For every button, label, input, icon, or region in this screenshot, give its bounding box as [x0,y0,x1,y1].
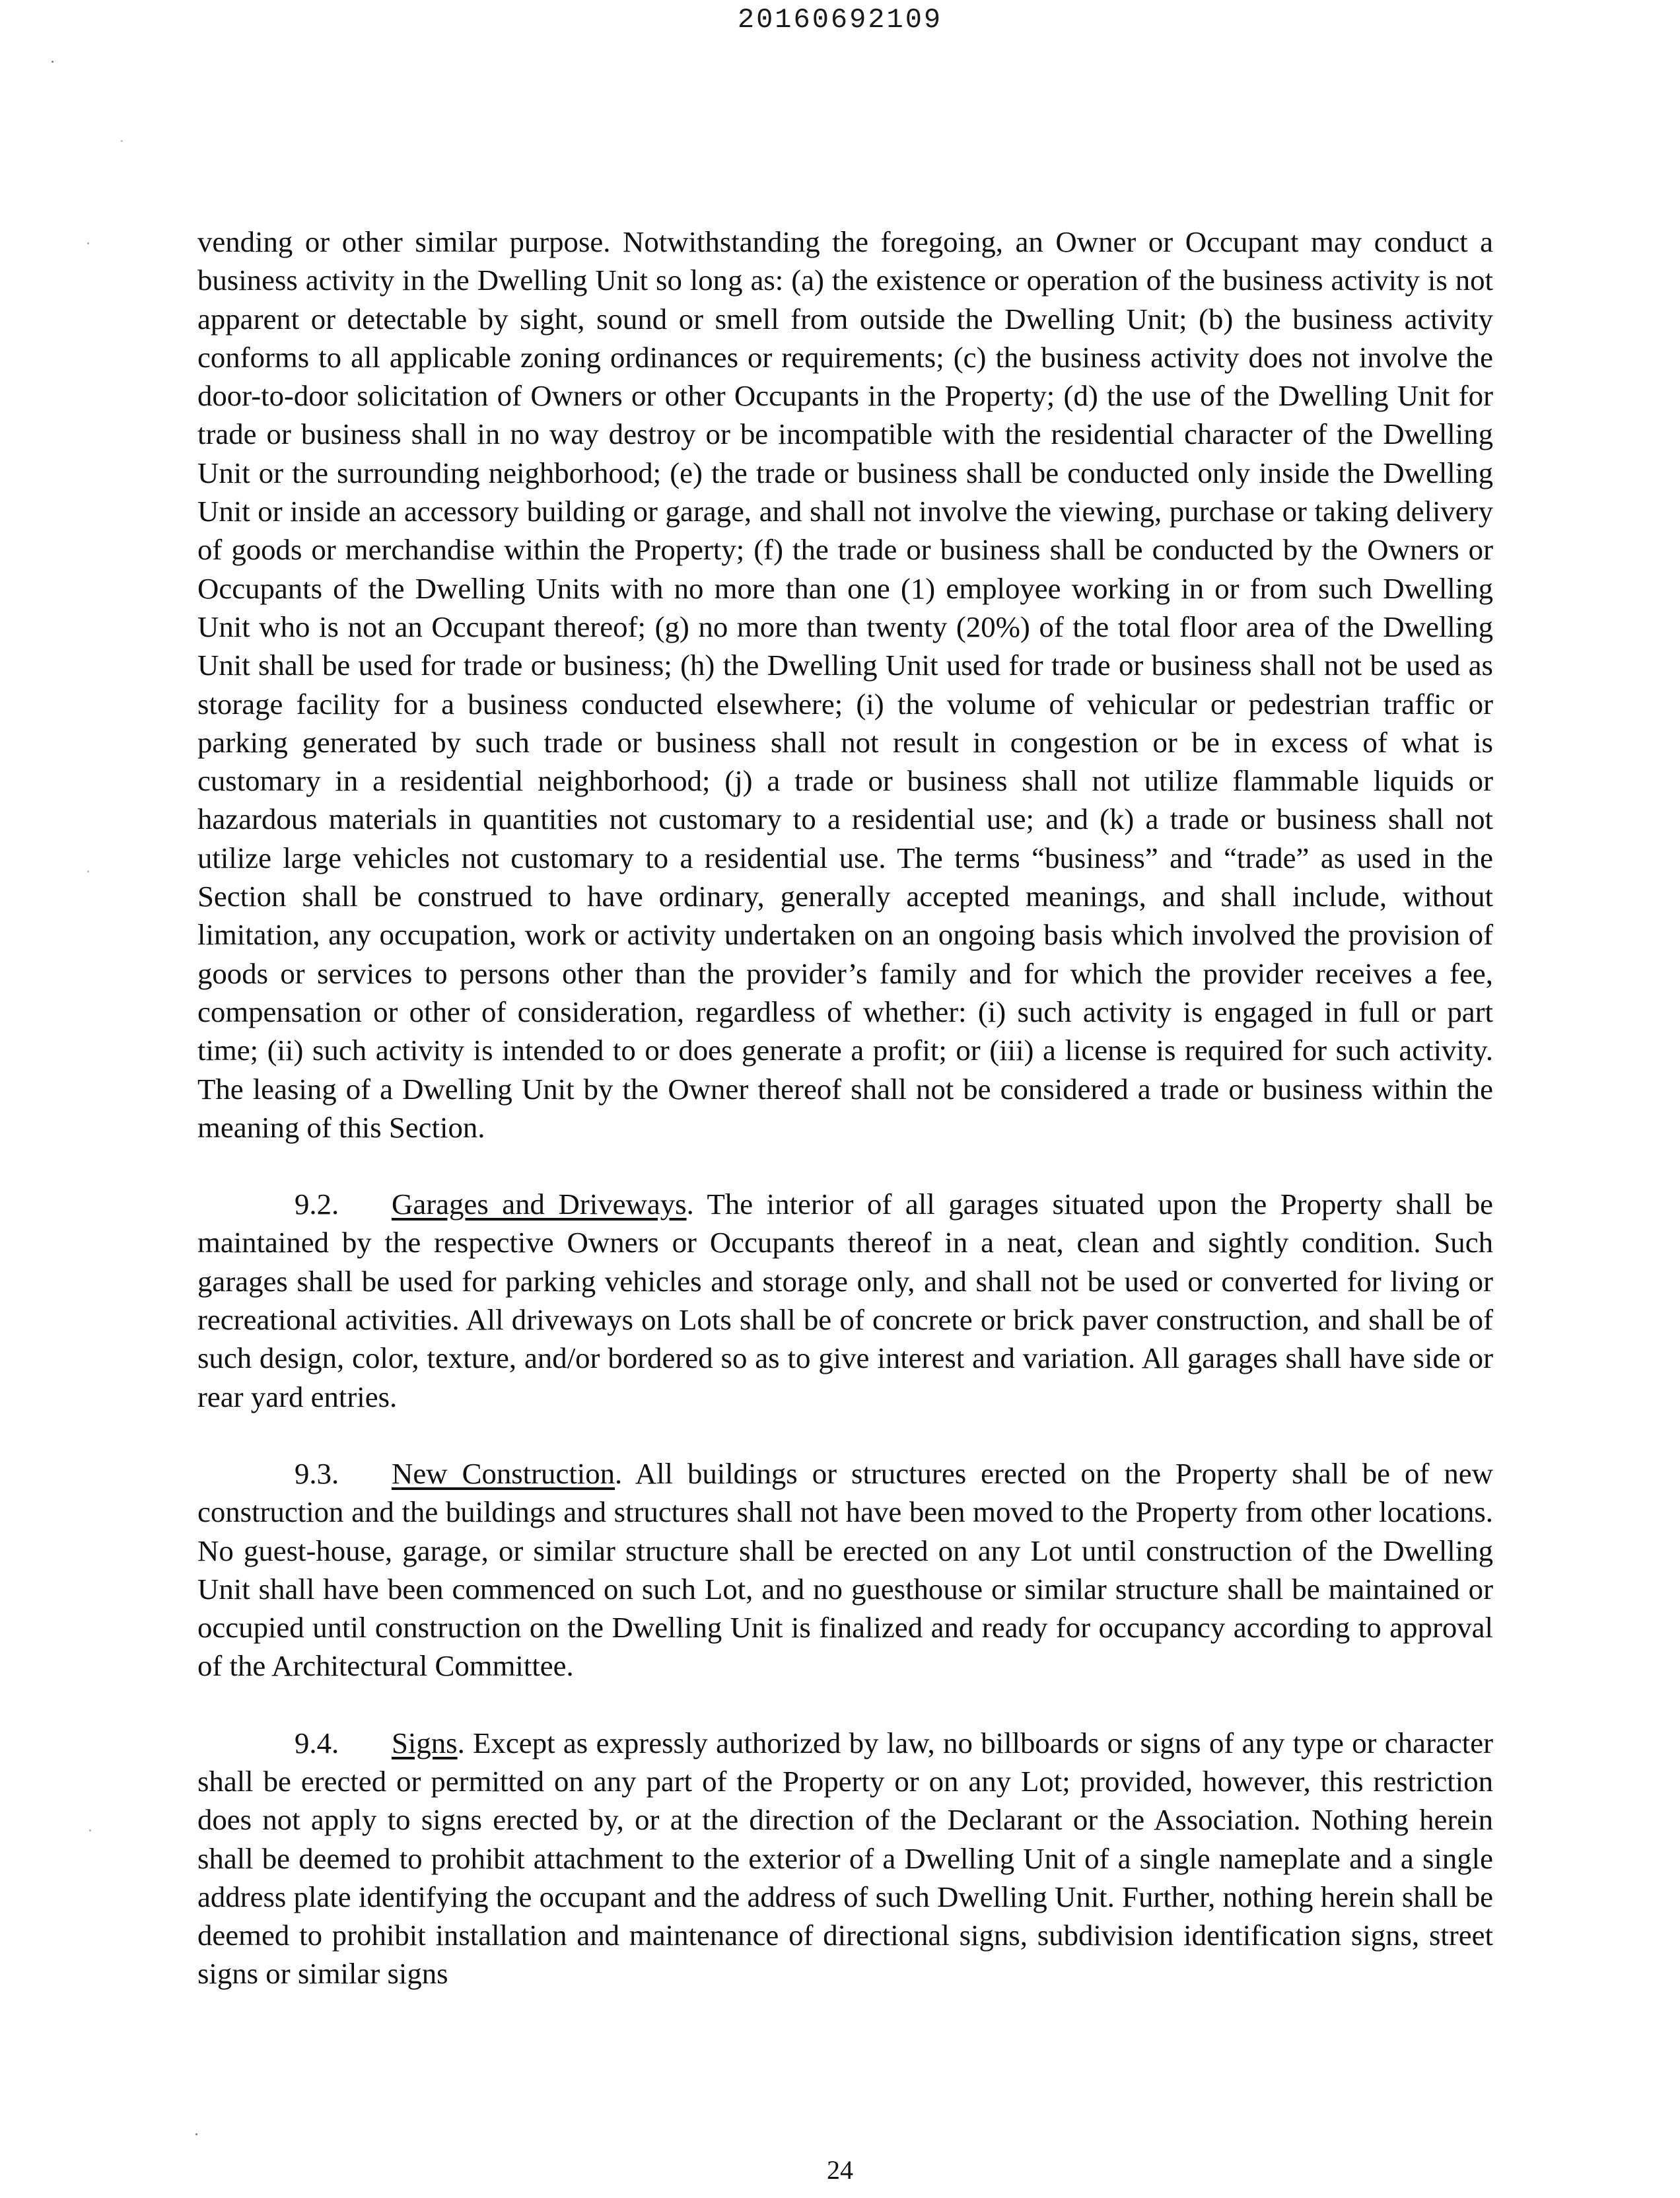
scan-speck [52,61,53,63]
section-text: . Except as expressly authorized by law, no billboards or signs of any type or character shall be erected or permitted on any part of the Property or on any Lot; provided, however, this restriction does not apply to signs erected by, or at the direction of the Declarant or the Association. Nothing herein shall be deemed to prohibit attachment to the exterior of a Dwelling Unit of a single nameplate and a single address plate identifying the occupant and the address of such Dwelling Unit. Further, nothing herein shall be deemed to prohibit installation and maintenance of directional signs, subdivision identification signs, street signs or similar signs [197,1726,1493,1991]
section-number: 9.3. [295,1456,339,1490]
section-9-3-new-construction [197,1454,1493,1685]
scan-speck [87,870,89,872]
document-number: 20160692109 [737,4,943,36]
paragraph-business-activity [197,223,1493,1147]
section-number: 9.4. [295,1726,339,1759]
page-number: 24 [827,2155,853,2185]
section-text: . The interior of all garages situated upon the Property shall be maintained by the respective Owners or Occupants thereof in a neat, clean and sightly condition. Such garages shall be used for parking vehicles and storage only, and shall not be used or converted for living or recreational activities. All driveways on Lots shall be of concrete or brick paver construction, and shall be of such design, color, texture, and/or bordered so as to give interest and variation. All garages shall have side or rear yard entries. [197,1188,1493,1413]
section-title: New Construction [392,1456,615,1490]
scan-speck [121,140,123,142]
document-body [197,223,1493,1993]
scan-speck [87,242,89,244]
scan-speck [195,2133,197,2135]
paragraph-text: vending or other similar purpose. Notwithstanding the foregoing, an Owner or Occupant may conduct a business activity in the Dwelling Unit so long as: (a) the existence or operation of the business activity is not apparent or detectable by sight, sound or smell from outside the Dwelling Unit; (b) the business activity conforms to all applicable zoning ordinances or requirements; (c) the business activity does not involve the door-to-door solicitation of Owners or other Occupants in the Property; (d) the use of the Dwelling Unit for trade or business shall in no way destroy or be incompatible with the residential character of the Dwelling Unit or the surrounding neighborhood; (e) the trade or business shall be conducted only inside the Dwelling Unit or inside an accessory building or garage, and shall not involve the viewing, purchase or taking delivery of goods or merchandise within the Property; (f) the trade or business shall be conducted by the Owners or Occupants of the Dwelling Units with no more than one (1) employee working in or from such Dwelling Unit who is not an Occupant thereof; (g) no more than twenty (20%) of the total floor area of the Dwelling Unit shall be used for trade or business; (h) the Dwelling Unit used for trade or business shall not be used as storage facility for a business conducted elsewhere; (i) the volume of vehicular or pedestrian traffic or parking generated by such trade or business shall not result in congestion or be in excess of what is customary in a residential neighborhood; (j) a trade or business shall not utilize flammable liquids or hazardous materials in quantities not customary to a residential use; and (k) a trade or business shall not utilize large vehicles not customary to a residential use. The terms “business” and “trade” as used in the Section shall be construed to have ordinary, generally accepted meanings, and shall include, without limitation, any occupation, work or activity undertaken on an ongoing basis which involved the provision of goods or services to persons other than the provider’s family and for which the provider receives a fee, compensation or other of consideration, regardless of whether: (i) such activity is engaged in full or part time; (ii) such activity is intended to or does generate a profit; or (iii) a license is required for such activity. The leasing of a Dwelling Unit by the Owner thereof shall not be considered a trade or business within the meaning of this Section. [197,225,1493,1144]
section-title: Garages and Driveways [392,1188,687,1221]
scan-speck [89,1829,91,1831]
section-9-2-garages-and-driveways [197,1185,1493,1416]
section-title: Signs [392,1726,458,1759]
section-9-4-signs [197,1724,1493,1993]
section-number: 9.2. [295,1188,339,1221]
section-text: . All buildings or structures erected on the Property shall be of new construction and the buildings and structures shall not have been moved to the Property from other locations. No guest-house, garage, or similar structure shall be erected on any Lot until construction of the Dwelling Unit shall have been commenced on such Lot, and no guesthouse or similar structure shall be maintained or occupied until construction on the Dwelling Unit is finalized and ready for occupancy according to approval of the Architectural Committee. [197,1456,1493,1683]
